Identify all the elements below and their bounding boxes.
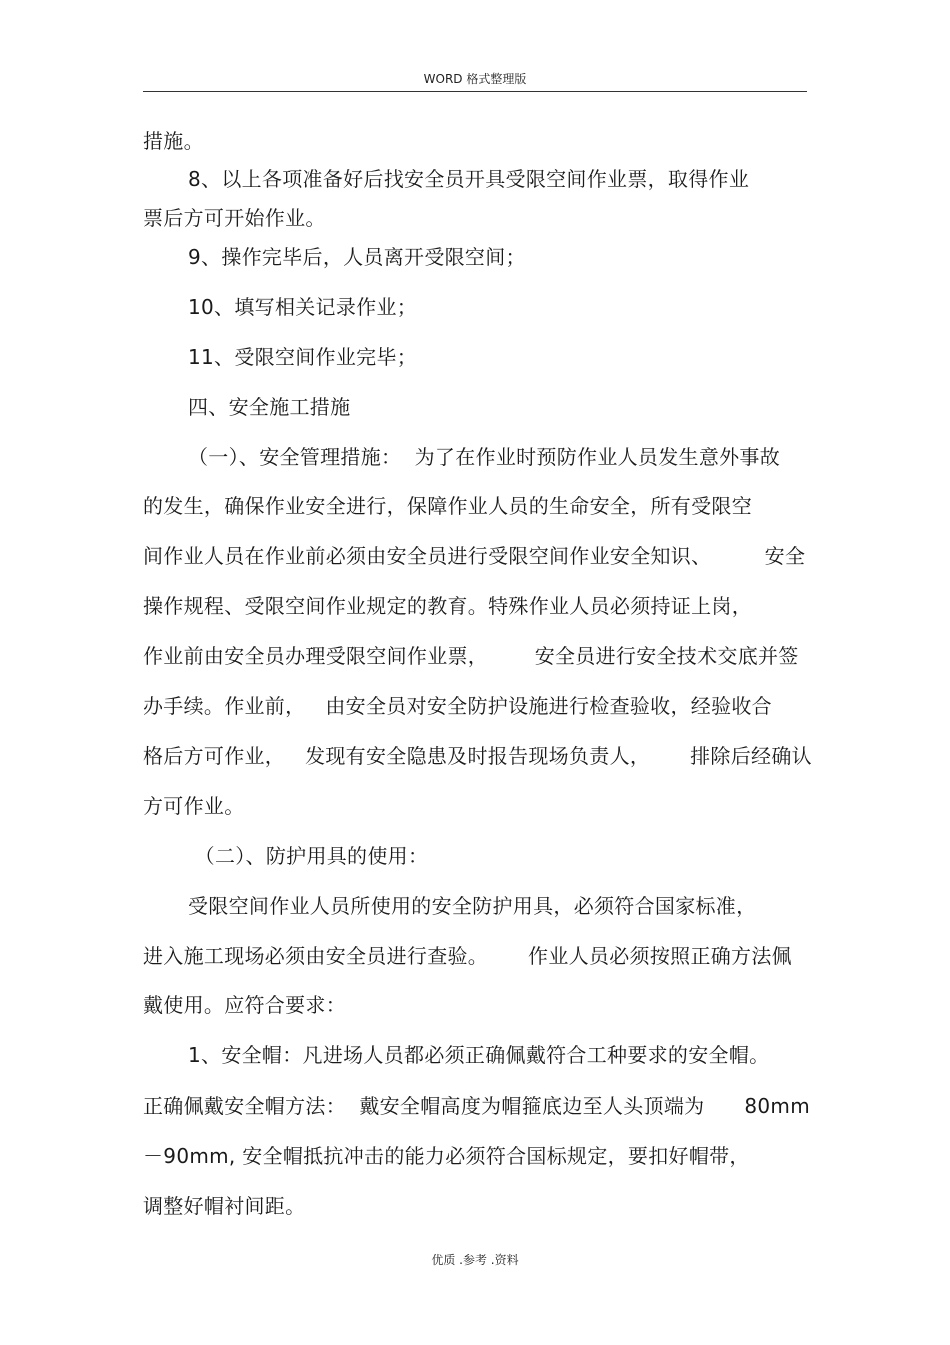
text-line: 间作业人员在作业前必须由安全员进行受限空间作业安全知识、 安全 (143, 544, 806, 568)
text-line: 进入施工现场必须由安全员进行查验。 作业人员必须按照正确方法佩 (143, 944, 792, 968)
text-line: 办手续。作业前， 由安全员对安全防护设施进行检查验收，经验收合 (143, 694, 772, 718)
subsection-heading: （一）、安全管理措施： 为了在作业时预防作业人员发生意外事故 (188, 445, 781, 469)
text-line: 9、操作完毕后，人员离开受限空间； (188, 245, 526, 269)
text-line: 正确佩戴安全帽方法： 戴安全帽高度为帽箍底边至人头顶端为 80mm (143, 1094, 810, 1118)
page-footer: 优质 .参考 .资料 (431, 1253, 519, 1267)
text-line: 戴使用。应符合要求： (143, 993, 346, 1017)
text-line: 的发生，确保作业安全进行，保障作业人员的生命安全，所有受限空 (143, 494, 752, 518)
text-line: 11、受限空间作业完毕； (188, 345, 418, 369)
text-line: －90mm, 安全帽抵抗冲击的能力必须符合国标规定，要扣好帽带， (143, 1144, 750, 1168)
page-header: WORD 格式整理版 (423, 72, 527, 86)
text-line: 票后方可开始作业。 (143, 206, 326, 230)
text-line: 方可作业。 (143, 794, 245, 818)
text-line: 格后方可作业， 发现有安全隐患及时报告现场负责人， 排除后经确认 (143, 744, 812, 768)
header-divider (143, 91, 807, 92)
text-line: 受限空间作业人员所使用的安全防护用具，必须符合国家标准， (188, 894, 757, 918)
section-heading: 四、安全施工措施 (188, 395, 351, 419)
text-line: 8、以上各项准备好后找安全员开具受限空间作业票，取得作业 (188, 167, 750, 191)
text-line: 作业前由安全员办理受限空间作业票， 安全员进行安全技术交底并签 (143, 644, 799, 668)
text-line: 措施。 (143, 129, 204, 153)
text-line: 调整好帽衬间距。 (143, 1194, 306, 1218)
text-line: 10、填写相关记录作业； (188, 295, 418, 319)
text-line: 操作规程、受限空间作业规定的教育。特殊作业人员必须持证上岗， (143, 594, 752, 618)
text-line: 1、安全帽：凡进场人员都必须正确佩戴符合工种要求的安全帽。 (188, 1043, 770, 1067)
subsection-heading: （二）、防护用具的使用： (188, 844, 429, 868)
